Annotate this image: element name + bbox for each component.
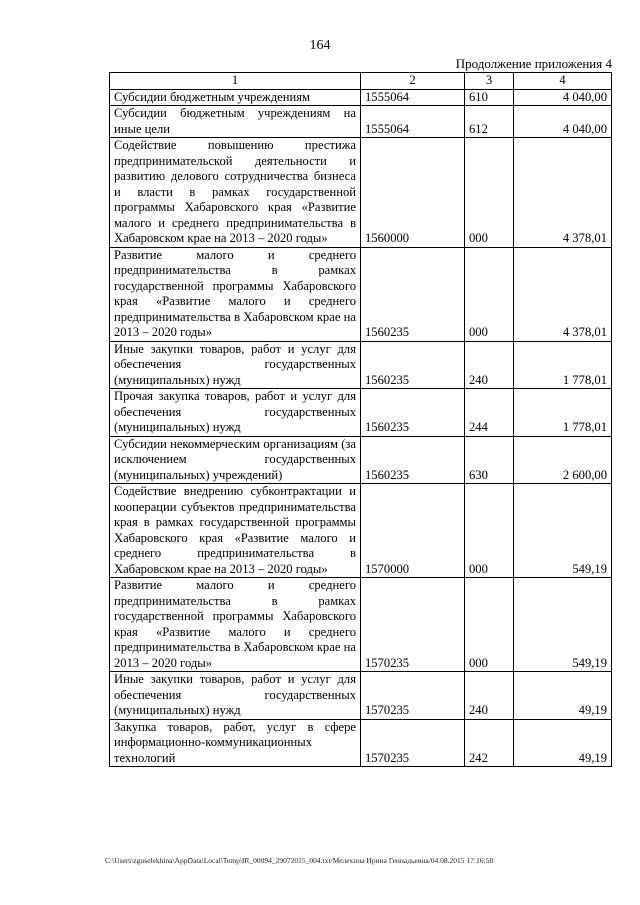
row-amount: 549,19 xyxy=(514,484,612,578)
table-row xyxy=(110,247,612,341)
row-amount: 1 778,01 xyxy=(514,341,612,389)
table-row xyxy=(110,389,612,437)
row-type: 612 xyxy=(465,106,514,138)
header-cell-1: 1 xyxy=(110,73,361,90)
row-code: 1560000 xyxy=(361,138,465,248)
page-number: 164 xyxy=(309,38,331,53)
table-row xyxy=(110,106,612,138)
row-amount: 49,19 xyxy=(514,672,612,720)
row-type: 630 xyxy=(465,436,514,484)
table-row xyxy=(110,484,612,578)
row-code: 1570235 xyxy=(361,719,465,767)
row-amount: 4 040,00 xyxy=(514,106,612,138)
row-type: 610 xyxy=(465,89,514,106)
row-name: Иные закупки товаров, работ и услуг для обеспечения государственных (муниципальных) нужд xyxy=(110,341,361,389)
row-name: Прочая закупка товаров, работ и услуг для обеспечения государственных (муниципальных) нужд xyxy=(110,389,361,437)
row-code: 1555064 xyxy=(361,89,465,106)
row-code: 1560235 xyxy=(361,436,465,484)
row-type: 000 xyxy=(465,247,514,341)
header-cell-4: 4 xyxy=(514,73,612,90)
row-name: Развитие малого и среднего предпринимательства в рамках государственной программы Хабаровского края «Развитие малого и среднего предпринимательства в Хабаровском крае на 2013 – 2020 годы» xyxy=(110,578,361,672)
row-name: Развитие малого и среднего предпринимательства в рамках государственной программы Хабаровского края «Развитие малого и среднего предпринимательства в Хабаровском крае на 2013 – 2020 годы» xyxy=(110,247,361,341)
row-amount: 549,19 xyxy=(514,578,612,672)
footer-path: C:\Users\zguselekhina\AppData\Local\Temp\IR_00094_29072015_004.txt/Мелехина Ирина Геннадьевна/04.08.2015 17:16:58 xyxy=(105,856,494,865)
row-name: Содействие повышению престижа предпринимательской деятельности и развитию делового сотрудничества бизнеса и власти в рамках государственной программы Хабаровского края «Развитие малого и среднего предпринимательства в Хабаровском крае на 2013 – 2020 годы» xyxy=(110,138,361,248)
table-row xyxy=(110,138,612,248)
row-amount: 4 040,00 xyxy=(514,89,612,106)
table-row xyxy=(110,719,612,767)
row-amount: 4 378,01 xyxy=(514,138,612,248)
table-header-row xyxy=(110,73,612,90)
row-code: 1560235 xyxy=(361,341,465,389)
row-name: Содействие внедрению субконтрактации и кооперации субъектов предпринимательства края в рамках государственной программы Хабаровского края «Развитие малого и среднего предпринимательства в Хабаровском крае на 2013 – 2020 годы» xyxy=(110,484,361,578)
row-amount: 2 600,00 xyxy=(514,436,612,484)
table-row xyxy=(110,89,612,106)
row-code: 1555064 xyxy=(361,106,465,138)
table-row xyxy=(110,578,612,672)
row-type: 240 xyxy=(465,341,514,389)
table-row xyxy=(110,341,612,389)
continuation-label: Продолжение приложения 4 xyxy=(455,56,612,71)
row-code: 1570000 xyxy=(361,484,465,578)
row-name: Субсидии бюджетным учреждениям xyxy=(110,89,361,106)
row-amount: 4 378,01 xyxy=(514,247,612,341)
row-code: 1560235 xyxy=(361,389,465,437)
row-type: 240 xyxy=(465,672,514,720)
row-amount: 49,19 xyxy=(514,719,612,767)
row-type: 000 xyxy=(465,578,514,672)
row-type: 000 xyxy=(465,484,514,578)
row-type: 244 xyxy=(465,389,514,437)
header-cell-3: 3 xyxy=(465,73,514,90)
row-code: 1560235 xyxy=(361,247,465,341)
row-code: 1570235 xyxy=(361,672,465,720)
header-cell-2: 2 xyxy=(361,73,465,90)
row-name: Субсидии бюджетным учреждениям на иные цели xyxy=(110,106,361,138)
row-type: 242 xyxy=(465,719,514,767)
table-row xyxy=(110,436,612,484)
row-name: Субсидии некоммерческим организациям (за исключением государственных (муниципальных) учреждений) xyxy=(110,436,361,484)
table-row xyxy=(110,672,612,720)
row-type: 000 xyxy=(465,138,514,248)
row-code: 1570235 xyxy=(361,578,465,672)
budget-table xyxy=(109,72,612,767)
row-name: Закупка товаров, работ, услуг в сфере информационно-коммуникационных технологий xyxy=(110,719,361,767)
row-amount: 1 778,01 xyxy=(514,389,612,437)
row-name: Иные закупки товаров, работ и услуг для обеспечения государственных (муниципальных) нужд xyxy=(110,672,361,720)
